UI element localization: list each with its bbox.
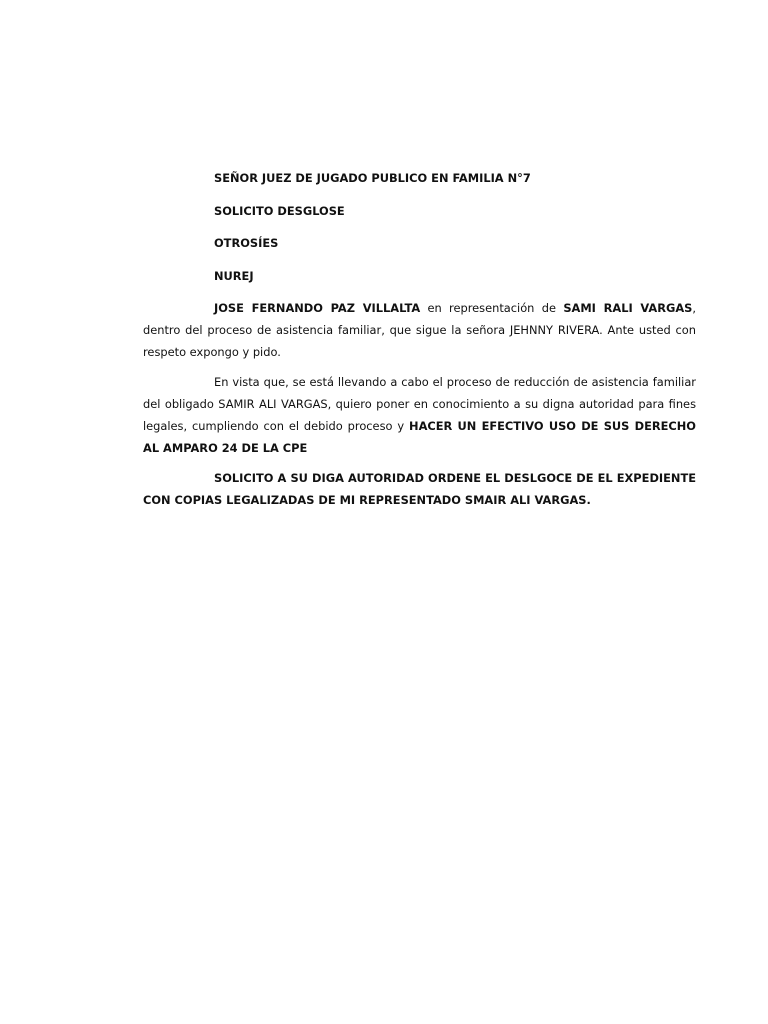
- grounds-bold-text: HACER UN EFECTIVO USO DE SUS DERECHO AL AMPARO 24 DE LA CPE: [143, 419, 696, 455]
- intro-text-continued: , dentro del proceso de asistencia familiar, que sigue la señora JEHNNY RIVERA. Ante usted con respeto expongo y pido.: [143, 301, 696, 359]
- request-heading: SOLICITO DESGLOSE: [214, 203, 345, 218]
- court-heading: SEÑOR JUEZ DE JUGADO PUBLICO EN FAMILIA N°7: [214, 171, 531, 185]
- paragraph-request: [143, 467, 696, 511]
- document-body: [143, 167, 696, 519]
- paragraph-grounds: [143, 371, 696, 459]
- intro-text: en representación de: [420, 301, 564, 315]
- nurej-heading: NUREJ: [214, 268, 254, 283]
- petitioner-name: JOSE FERNANDO PAZ VILLALTA: [214, 301, 421, 315]
- grounds-text: En vista que, se está llevando a cabo el proceso de reducción de asistencia familiar del obligado SAMIR ALI VARGAS, quiero poner en conocimiento a su digna autoridad para fines legales, cumpliendo con el debido proceso y: [143, 375, 696, 433]
- paragraph-introduction: [143, 297, 696, 363]
- otrosies-heading: OTROSÍES: [214, 236, 279, 250]
- request-text: SOLICITO A SU DIGA AUTORIDAD ORDENE EL DESLGOCE DE EL EXPEDIENTE CON COPIAS LEGALIZADAS DE MI REPRESENTADO SMAIR ALI VARGAS.: [143, 471, 696, 507]
- represented-name: SAMI RALI VARGAS: [563, 301, 693, 315]
